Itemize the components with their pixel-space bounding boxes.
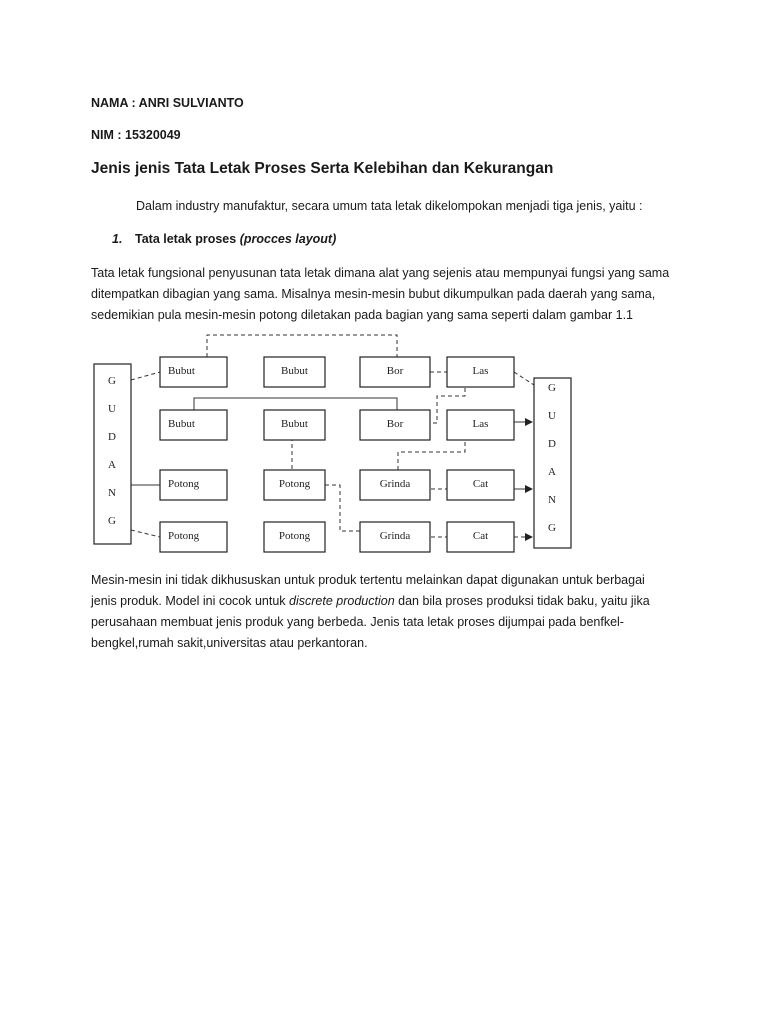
warehouse-letter: U: [108, 403, 116, 415]
warehouse-letter: D: [108, 431, 116, 443]
warehouse-letter: G: [548, 382, 556, 394]
machine-box: [160, 522, 227, 552]
warehouse-letter: A: [548, 466, 556, 478]
warehouse-letter: U: [548, 410, 556, 422]
machine-box: [447, 410, 514, 440]
machine-box: [447, 470, 514, 500]
warehouse-letter: G: [108, 515, 116, 527]
machine-box: [360, 522, 430, 552]
machine-grid: [160, 357, 514, 552]
paragraph-2-line: Mesin-mesin ini tidak dikhususkan untuk produk tertentu melainkan dapat digunakan untuk berbagai: [91, 573, 645, 587]
machine-label: Las: [472, 365, 489, 377]
warehouse-letter: A: [108, 459, 116, 471]
machine-box: [360, 357, 430, 387]
paragraph-2-line: bengkel,rumah sakit,universitas atau perkantoran.: [91, 636, 368, 650]
warehouse-letter: G: [108, 375, 116, 387]
machine-box: [264, 470, 325, 500]
warehouse-letter: D: [548, 438, 556, 450]
machine-box: [160, 410, 227, 440]
left-warehouse: [94, 364, 131, 544]
paragraph-1-line: ditempatkan dibagian yang sama. Misalnya mesin-mesin bubut dikumpulkan pada daerah yang sama,: [91, 287, 656, 301]
paragraph-2-text: dan bila proses produksi tidak baku, yaitu jika: [394, 594, 650, 608]
paragraph-2-line: [91, 591, 681, 612]
machine-label: Potong: [168, 530, 200, 542]
student-name: NAMA : ANRI SULVIANTO: [91, 96, 244, 110]
machine-box: [447, 522, 514, 552]
machine-label: Bubut: [168, 418, 195, 430]
paragraph-2: [91, 570, 681, 654]
machine-box: [264, 410, 325, 440]
paragraph-2-text: jenis produk. Model ini cocok untuk: [91, 594, 290, 608]
machine-box: [264, 357, 325, 387]
machine-label: Bubut: [168, 365, 195, 377]
machine-label: Cat: [472, 530, 489, 542]
right-warehouse: [534, 378, 571, 548]
paragraph-1-line: sedemikian pula mesin-mesin potong diletakan pada bagian yang sama seperti dalam gambar 1.1: [91, 308, 633, 322]
machine-box: [264, 522, 325, 552]
machine-label: Bubut: [281, 365, 308, 377]
warehouse-letter: N: [548, 494, 556, 506]
machine-box: [160, 357, 227, 387]
machine-box: [160, 470, 227, 500]
warehouse-letter: N: [108, 487, 116, 499]
machine-label: Bubut: [281, 418, 308, 430]
paragraph-2-line: perusahaan membuat jenis produk yang berbeda. Jenis tata letak proses dijumpai pada benfkel-: [91, 615, 624, 629]
document-title: Jenis jenis Tata Letak Proses Serta Kelebihan dan Kekurangan: [91, 160, 554, 177]
list-number: 1.: [112, 232, 123, 246]
machine-label: Bor: [386, 365, 404, 377]
intro-text: Dalam industry manufaktur, secara umum tata letak dikelompokan menjadi tiga jenis, yaitu :: [136, 199, 643, 213]
machine-label: Potong: [278, 530, 311, 542]
machine-label: Bor: [386, 418, 404, 430]
machine-box: [447, 357, 514, 387]
machine-label: Grinda: [379, 530, 411, 542]
list-label: Tata letak proses: [135, 232, 237, 246]
machine-label: Las: [472, 418, 489, 430]
paragraph-2-italic: discrete production: [289, 594, 395, 608]
paragraph-1-line: Tata letak fungsional penyusunan tata letak dimana alat yang sejenis atau mempunyai fungsi yang sama: [91, 266, 670, 280]
list-label-italic: (procces layout): [239, 232, 337, 246]
machine-label: Potong: [278, 478, 311, 490]
machine-label: Cat: [472, 478, 489, 490]
warehouse-letter: G: [548, 522, 556, 534]
machine-box: [360, 410, 430, 440]
machine-label: Potong: [168, 478, 200, 490]
student-nim: NIM : 15320049: [91, 128, 181, 142]
machine-box: [360, 470, 430, 500]
machine-label: Grinda: [379, 478, 411, 490]
